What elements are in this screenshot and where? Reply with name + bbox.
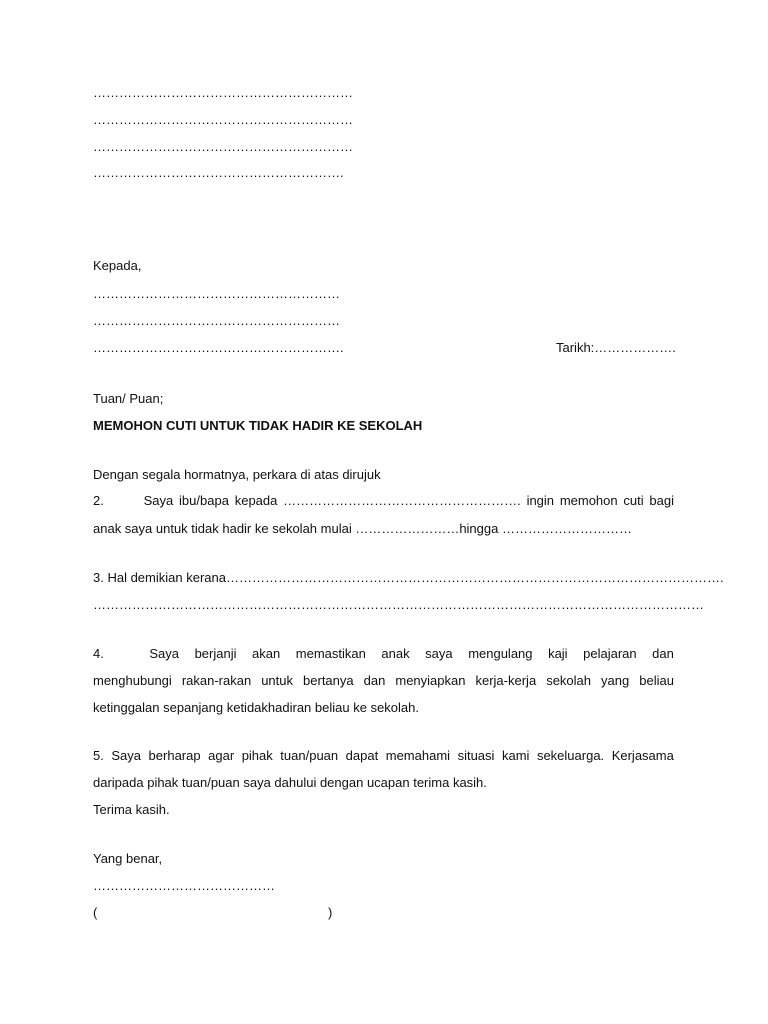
thanks: Terima kasih. xyxy=(93,802,170,817)
word: menyiapkan xyxy=(395,673,466,688)
paragraph-number: 2. xyxy=(93,493,104,508)
paragraph-number: 4. xyxy=(93,646,104,661)
paragraph-4-line-2 xyxy=(93,673,674,689)
word: yang xyxy=(601,673,630,688)
word: kepada xyxy=(234,493,278,508)
opening-sentence: Dengan segala hormatnya, perkara di atas dirujuk xyxy=(93,467,381,482)
word: berharap xyxy=(148,748,201,763)
word: memohon xyxy=(559,493,618,508)
name-bracket-open: ( xyxy=(93,905,98,920)
paragraph-5-line-1 xyxy=(93,748,674,764)
word: sekolah xyxy=(546,673,591,688)
word: memahami xyxy=(385,748,451,763)
name-bracket-close: ) xyxy=(328,905,333,920)
word: kerja-kerja xyxy=(475,673,537,688)
date-field: Tarikh:………………. xyxy=(556,340,676,355)
word: rakan-rakan xyxy=(181,673,252,688)
sender-address-line-2: …………………………………………………… xyxy=(93,112,353,127)
paragraph-5-line-2: daripada pihak tuan/puan saya dahului dengan ucapan terima kasih. xyxy=(93,775,487,790)
paragraph-4-line-3: ketinggalan sepanjang ketidakhadiran beliau ke sekolah. xyxy=(93,700,419,715)
closing: Yang benar, xyxy=(93,851,163,866)
word: Kerjasama xyxy=(611,748,674,763)
word: memastikan xyxy=(295,646,366,661)
word: Saya xyxy=(143,493,174,508)
paragraph-3-line-2: …………………………………………………………………………………………………………………………… xyxy=(93,597,704,612)
word: beliau xyxy=(639,673,674,688)
word: ibu/bapa xyxy=(179,493,229,508)
recipient-heading: Kepada, xyxy=(93,258,142,273)
recipient-line-1: ………………………………………………… xyxy=(93,286,340,301)
sender-address-line-3: …………………………………………………… xyxy=(93,139,353,154)
word: pihak xyxy=(241,748,273,763)
word: dan xyxy=(652,646,674,661)
word: menghubungi xyxy=(93,673,172,688)
word: bertanya xyxy=(303,673,354,688)
word: berjanji xyxy=(194,646,237,661)
word: ingin xyxy=(526,493,555,508)
word: dapat xyxy=(345,748,379,763)
paragraph-4-line-1 xyxy=(93,646,674,662)
word: saya xyxy=(425,646,453,661)
word: sekeluarga. xyxy=(536,748,605,763)
word: mengulang xyxy=(468,646,533,661)
signature-line: …………………………………… xyxy=(93,878,275,893)
paragraph-2-line-2: anak saya untuk tidak hadir ke sekolah mulai ……………………hingga ………………………… xyxy=(93,521,632,536)
word: pelajaran xyxy=(583,646,637,661)
sender-address-line-4: …………………………………………………. xyxy=(93,165,344,180)
word: akan xyxy=(252,646,281,661)
word: kami xyxy=(501,748,530,763)
word: untuk xyxy=(261,673,294,688)
paragraph-2-line-1 xyxy=(93,493,674,509)
word: Saya xyxy=(111,748,142,763)
word: situasi xyxy=(457,748,495,763)
greeting: Tuan/ Puan; xyxy=(93,391,164,406)
word: cuti xyxy=(623,493,644,508)
word: tuan/puan xyxy=(280,748,339,763)
word: agar xyxy=(208,748,235,763)
word: Saya xyxy=(149,646,180,661)
paragraph-number: 5. xyxy=(93,748,104,763)
blank-line: ………………………………………………. xyxy=(283,493,521,508)
word: kaji xyxy=(548,646,568,661)
word: anak xyxy=(381,646,410,661)
word: dan xyxy=(363,673,386,688)
sender-address-line-1: …………………………………………………… xyxy=(93,85,353,100)
word: bagi xyxy=(649,493,674,508)
paragraph-3-line-1: 3. Hal demikian kerana……………………………………………………………………………………………………. xyxy=(93,570,724,585)
recipient-line-2: ………………………………………………… xyxy=(93,313,340,328)
subject-heading: MEMOHON CUTI UNTUK TIDAK HADIR KE SEKOLAH xyxy=(93,418,423,433)
recipient-line-3: …………………………………………………. xyxy=(93,340,344,355)
